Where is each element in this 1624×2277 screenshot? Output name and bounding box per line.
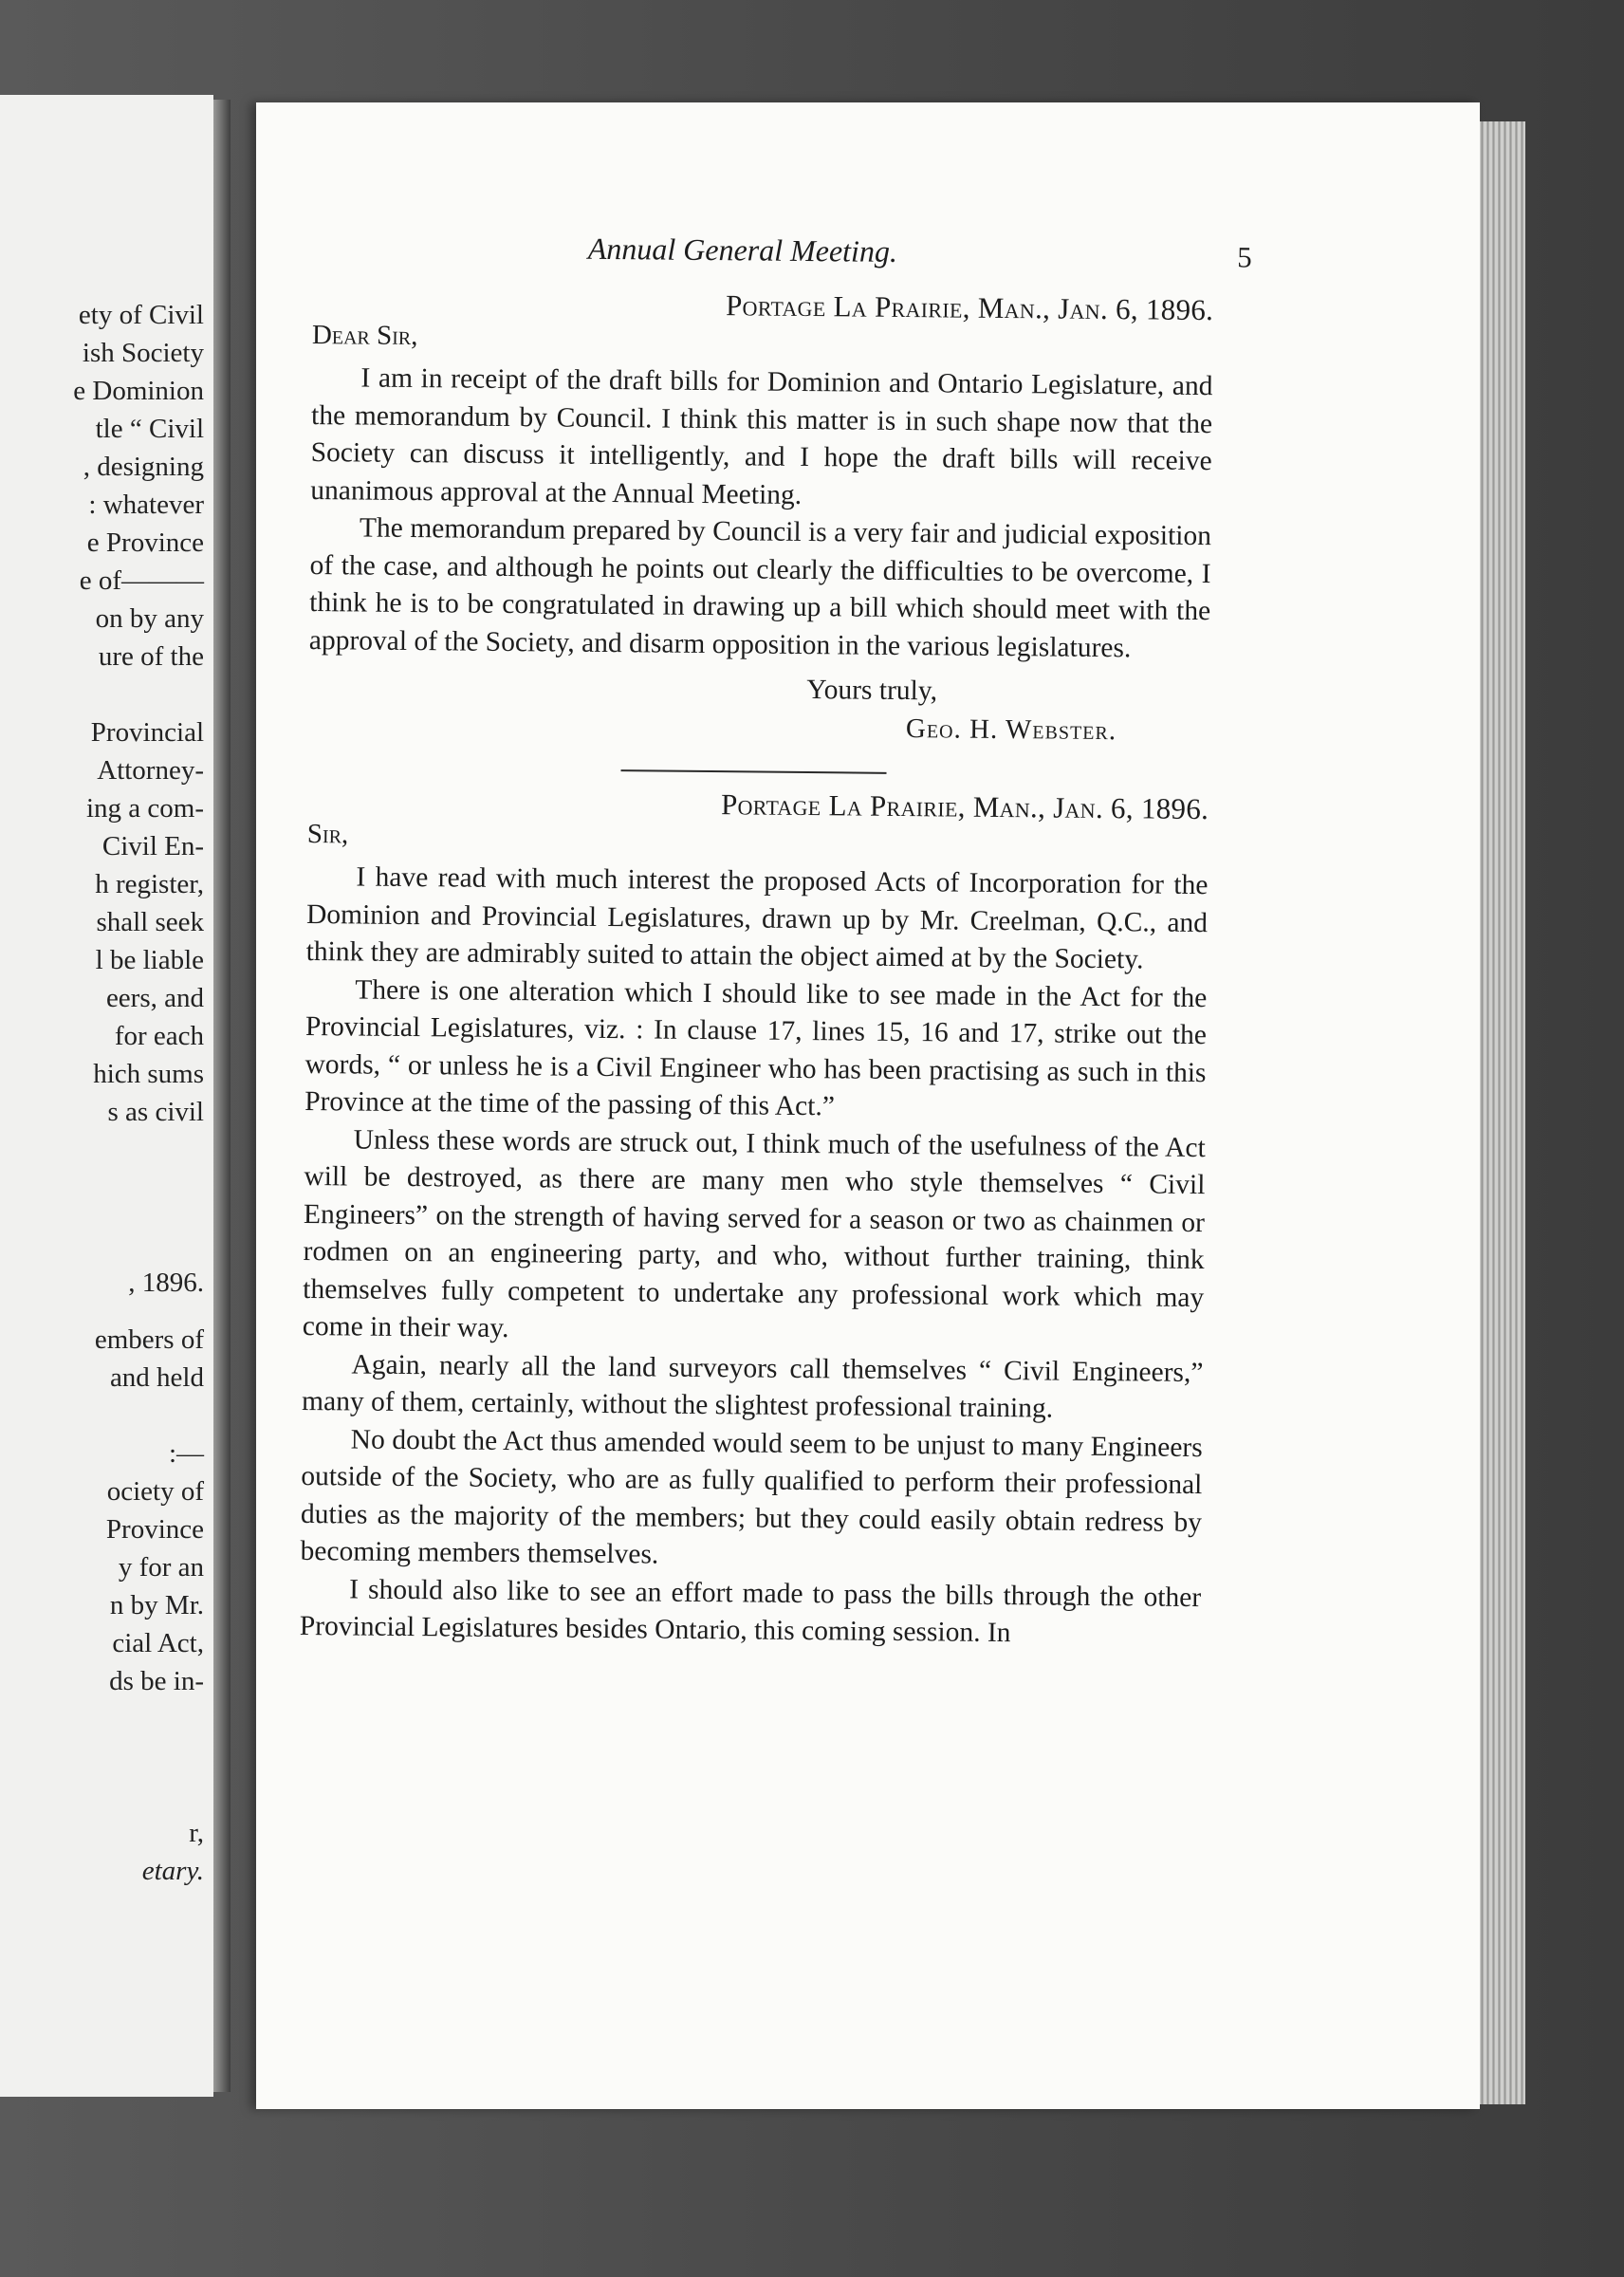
page-number: 5 [1237, 240, 1252, 274]
facing-page [0, 95, 213, 2097]
letter2-paragraph: Again, nearly all the land surveyors call themselves “ Civil Engineers,” many of them, certainly, without the slightest professional training. [301, 1348, 1204, 1424]
facing-line: Civil En- [102, 831, 204, 861]
facing-line: , 1896. [128, 1268, 204, 1298]
letter2-paragraph: I have read with much interest the proposed Acts of Incorporation for the Dominion and Provincial Legislatures, drawn up by Mr. Creelman, Q.C., and think they are admirably suited to attain the object aimed at by the Society. [305, 861, 1209, 975]
letter1-closing: Yours truly, [806, 675, 938, 707]
facing-line: e Province [86, 528, 204, 558]
letter1-paragraph: The memorandum prepared by Council is a very fair and judicial exposition of the case, and although he points out clearly the difficulties to be overcome, I think he is to be congratulated in drawing up a bill which should meet with the approval of the Society, and disarm opposition in the various legislatures. [308, 512, 1212, 663]
letter2-paragraph: There is one alteration which I should like to see made in the Act for the Provincial Legislatures, viz. : In clause 17, lines 15, 16 and 17, strike out the words, “ or unless he is a Civil Engineer who has been practising as such in this Province at the time of the passing of this Act.” [304, 973, 1208, 1122]
running-head [312, 228, 1252, 291]
facing-line: ociety of [106, 1476, 204, 1507]
facing-line: l be liable [95, 945, 204, 975]
facing-line: :— [168, 1438, 204, 1469]
facing-line: r, [189, 1818, 204, 1848]
facing-line: h register, [95, 869, 204, 899]
facing-line: e Dominion [73, 376, 204, 406]
facing-line: shall seek [96, 907, 204, 937]
facing-line: tle “ Civil [95, 414, 204, 444]
letter1-paragraph: I am in receipt of the draft bills for Dominion and Ontario Legislature, and the memorandum by Council. I think this matter is in such shape now that the Society can discuss it intelligently, and I hope the draft bills will receive unanimous approval at the Annual Meeting. [310, 362, 1213, 510]
facing-line: and held [109, 1362, 204, 1393]
facing-line: on by any [95, 603, 204, 634]
facing-line: , designing [83, 452, 204, 482]
facing-line: cial Act, [112, 1628, 204, 1658]
facing-line: Attorney- [97, 755, 204, 786]
page-content [299, 228, 1252, 1655]
book-gutter [213, 100, 231, 2092]
letter1-dateline: Portage La Prairie, Man., Jan. 6, 1896. [725, 288, 1214, 327]
letter1-signature: Geo. H. Webster. [905, 713, 1117, 746]
letter2-paragraph: Unless these words are struck out, I think much of the usefulness of the Act will be destroyed, as there are many men who style themselves “ Civil Engineers” on the strength of having served for a season or two as chainmen or rodmen on an engineering party, and who, without further training, think themselves fully competent to undertake any professional work which may come in their way. [302, 1123, 1206, 1344]
facing-line: for each [114, 1021, 204, 1051]
facing-line: embers of [94, 1324, 204, 1355]
letter1-salutation: Dear Sir, [311, 319, 418, 351]
facing-line: Provincial [90, 717, 204, 748]
letter2-paragraph: I should also like to see an effort made to pass the bills through the other Provincial Legislatures besides Ontario, this coming session. In [299, 1573, 1202, 1649]
facing-line: s as civil [107, 1097, 204, 1127]
facing-line: : whatever [88, 490, 204, 520]
letter2-dateline: Portage La Prairie, Man., Jan. 6, 1896. [720, 787, 1209, 826]
facing-line: ds be in- [109, 1666, 204, 1696]
facing-line: e of——— [79, 565, 204, 596]
facing-line: eers, and [105, 983, 204, 1013]
letter2-salutation: Sir, [306, 818, 349, 849]
running-title: Annual General Meeting. [587, 231, 898, 268]
facing-line: hich sums [93, 1059, 204, 1089]
facing-line: ish Society [82, 338, 204, 368]
facing-line: ety of Civil [78, 300, 204, 330]
facing-line: ure of the [98, 641, 204, 672]
facing-line: n by Mr. [109, 1590, 204, 1620]
letter2-paragraph: No doubt the Act thus amended would seem to be unjust to many Engineers outside of the Society, who are as fully qualified to perform their professional duties as the majority of the members; but they could easily obtain redress by becoming members themselves. [300, 1423, 1203, 1570]
facing-line: etary. [141, 1856, 204, 1886]
facing-line: Province [105, 1514, 204, 1545]
facing-line: ing a com- [85, 793, 204, 824]
facing-line: y for an [118, 1552, 204, 1583]
